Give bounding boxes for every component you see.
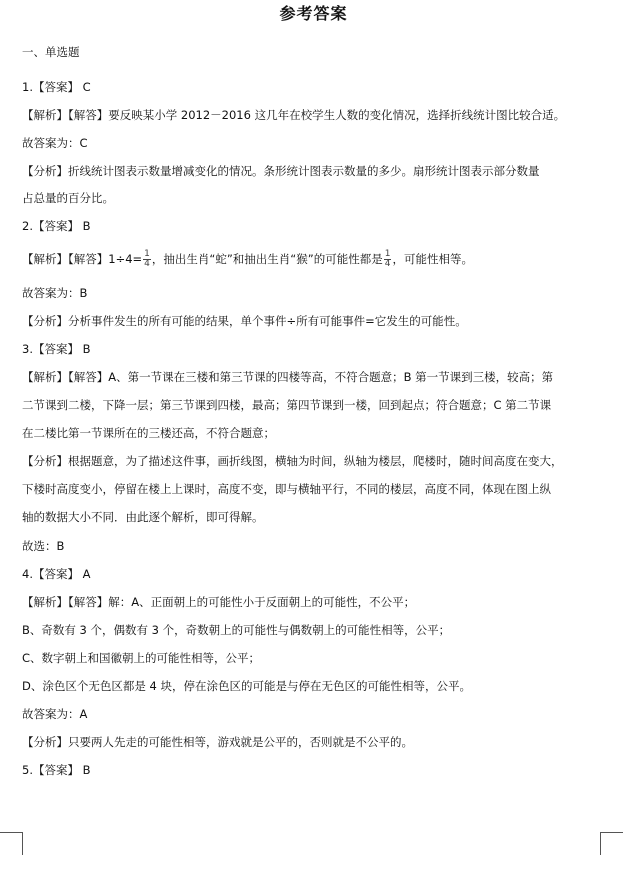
- crop-mark-left: [0, 832, 23, 855]
- analysis-line: 【解析】【解答】要反映某小学 2012－2016 这几年在校学生人数的变化情况，选择折线统计图比较合适。: [22, 108, 566, 122]
- analysis-line: 【分析】根据题意，为了描述这件事，画折线图，横轴为时间，纵轴为楼层，爬楼时，随时间高度在变大，: [22, 454, 563, 468]
- fraction-line-suffix: ，可能性相等。: [392, 252, 473, 266]
- fraction-numerator: 1: [144, 249, 150, 259]
- answer-line: 2.【答案】 B: [22, 219, 91, 233]
- page-title: 参考答案: [279, 4, 348, 23]
- answer-line: 故选：B: [22, 539, 65, 553]
- analysis-line: B、奇数有 3 个，偶数有 3 个，奇数朝上的可能性与偶数朝上的可能性相等，公平；: [22, 623, 451, 637]
- analysis-line: 在二楼比第一节课所在的三楼还高，不符合题意；: [22, 426, 275, 440]
- fraction-one-quarter: [384, 250, 392, 269]
- fraction-denominator: 4: [384, 259, 391, 269]
- answer-line: 故答案为：A: [22, 707, 88, 721]
- answer-line: 3.【答案】 B: [22, 342, 91, 356]
- analysis-line: 【解析】【解答】A、第一节课在三楼和第三节课的四楼等高，不符合题意；B 第一节课到三楼，较高；第: [22, 370, 554, 384]
- analysis-line: D、涂色区个无色区都是 4 块，停在涂色区的可能是与停在无色区的可能性相等，公平。: [22, 679, 471, 693]
- analysis-line: 【分析】只要两人先走的可能性相等，游戏就是公平的，否则就是不公平的。: [22, 735, 413, 749]
- analysis-line: C、数字朝上和国徽朝上的可能性相等，公平；: [22, 651, 261, 665]
- answer-line: 故答案为：B: [22, 286, 88, 300]
- answer-line: 1.【答案】 C: [22, 80, 91, 94]
- analysis-line: 占总量的百分比。: [22, 191, 114, 205]
- analysis-line: 【分析】折线统计图表示数量增减变化的情况。条形统计图表示数量的多少。扇形统计图表示部分数量: [22, 164, 540, 178]
- fraction-one-quarter: [143, 250, 151, 269]
- fraction-numerator: 1: [384, 249, 391, 259]
- analysis-line: 轴的数据大小不同．由此逐个解析，即可得解。: [22, 510, 264, 524]
- section-heading: 一、单选题: [22, 45, 80, 59]
- analysis-line: 【分析】分析事件发生的所有可能的结果，单个事件÷所有可能事件=它发生的可能性。: [22, 314, 467, 328]
- analysis-line: 二节课到二楼，下降一层；第三节课到四楼，最高；第四节课到一楼，回到起点；符合题意；C 第二节课: [22, 398, 552, 412]
- fraction-denominator: 4: [144, 259, 150, 269]
- answer-line: 4.【答案】 A: [22, 567, 91, 581]
- fraction-line: [22, 250, 473, 269]
- crop-mark-right: [600, 832, 623, 855]
- answer-line: 5.【答案】 B: [22, 763, 91, 777]
- fraction-line-prefix: 【解析】【解答】1÷4=: [22, 252, 143, 266]
- analysis-line: 【解析】【解答】解：A、正面朝上的可能性小于反面朝上的可能性，不公平；: [22, 595, 416, 609]
- analysis-line: 下楼时高度变小，停留在楼上上课时，高度不变，即与横轴平行，不同的楼层，高度不同，体现在图上纵: [22, 482, 551, 496]
- fraction-line-middle: ，抽出生肖“蛇”和抽出生肖“猴”的可能性都是: [151, 252, 383, 266]
- answer-line: 故答案为：C: [22, 136, 88, 150]
